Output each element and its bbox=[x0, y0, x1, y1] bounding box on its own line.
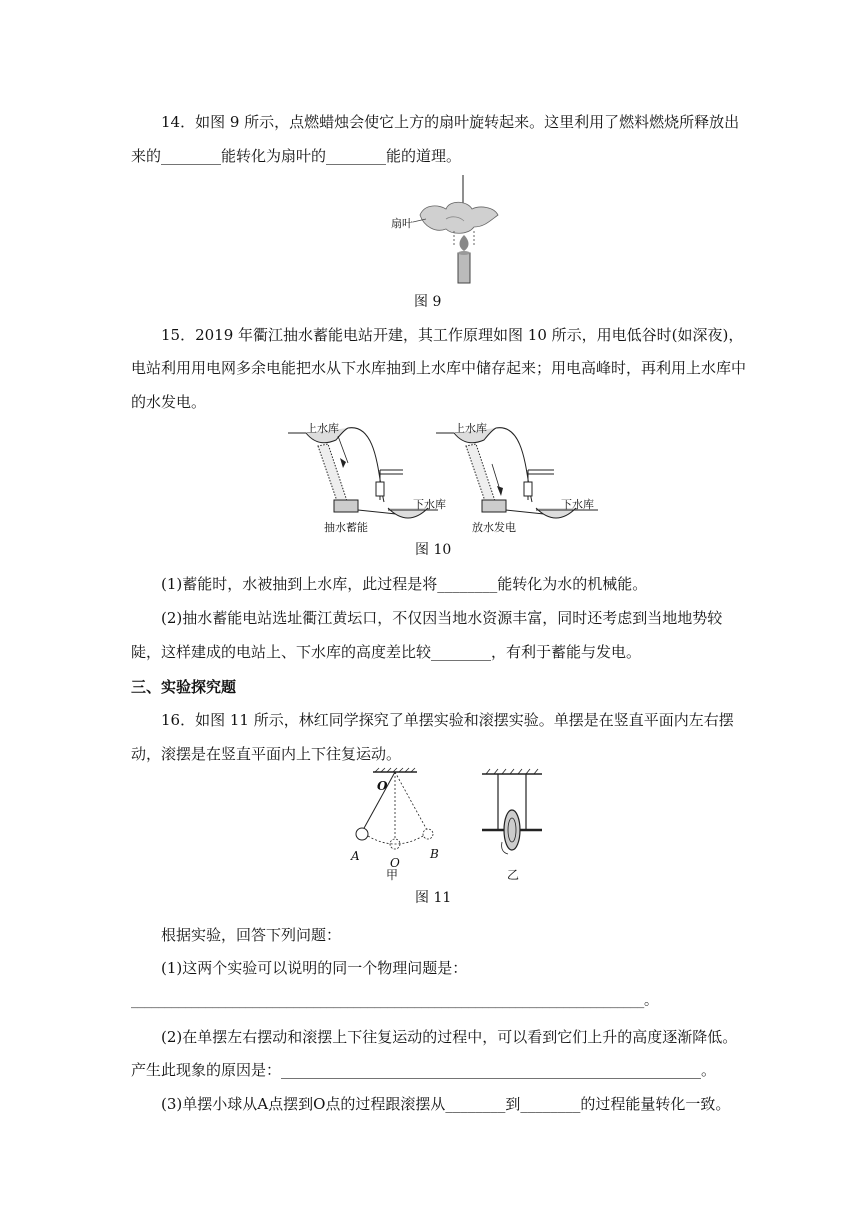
q14-line1: 14．如图 9 所示，点燃蜡烛会使它上方的扇叶旋转起来。这里利用了燃料燃烧所释放出 bbox=[161, 113, 740, 131]
q16-line2: 动，滚摆是在竖直平面内上下往复运动。 bbox=[131, 745, 402, 763]
fig11-O-bottom: O bbox=[390, 856, 400, 870]
q14-line2: 来的________能转化为扇叶的________能的道理。 bbox=[131, 147, 462, 165]
q15-sub2-line1: (2)抽水蓄能电站选址衢江黄坛口，不仅因当地水资源丰富，同时还考虑到当地地势较 bbox=[161, 609, 723, 627]
q16-sub1: (1)这两个实验可以说明的同一个物理问题是： bbox=[161, 959, 468, 977]
q15-line1: 15．2019 年衢江抽水蓄能电站开建，其工作原理如图 10 所示，用电低谷时(如深夜)， bbox=[161, 326, 744, 344]
fig11-A-label: A bbox=[351, 849, 360, 863]
fig11-jia: 甲 bbox=[386, 868, 399, 882]
q16-line1: 16．如图 11 所示，林红同学探究了单摆实验和滚摆实验。单摆是在竖直平面内左右摆 bbox=[161, 711, 734, 729]
fig10-lower-label-2: 下水库 bbox=[561, 498, 594, 511]
q15-line3: 的水发电。 bbox=[131, 393, 207, 411]
fig11-O-top: O bbox=[377, 779, 388, 793]
fig9-fan-label: 扇叶 bbox=[391, 217, 413, 230]
q16-intro: 根据实验，回答下列问题： bbox=[161, 926, 342, 944]
q15-sub1: (1)蓄能时，水被抽到上水库，此过程是将________能转化为水的机械能。 bbox=[161, 575, 648, 593]
q16-sub2-line2: 产生此现象的原因是：________________________________________________________。 bbox=[131, 1061, 717, 1079]
figure-11-maxwell-wheel bbox=[478, 768, 548, 863]
fig10-release-label: 放水发电 bbox=[472, 521, 516, 534]
q15-line2: 电站利用用电网多余电能把水从下水库抽到上水库中储存起来；用电高峰时，再利用上水库中 bbox=[131, 359, 747, 377]
fig10-lower-label-1: 下水库 bbox=[413, 498, 446, 511]
fig11-yi: 乙 bbox=[507, 868, 520, 882]
fig10-upper-label-2: 上水库 bbox=[454, 422, 487, 435]
q16-sub1-blank: ____________________________________________________________________________。 bbox=[131, 993, 658, 1009]
q16-sub3: (3)单摆小球从A点摆到O点的过程跟滚摆从________到________的过程能量转化一致。 bbox=[161, 1095, 731, 1113]
fig10-pump-label: 抽水蓄能 bbox=[324, 521, 368, 534]
fig11-caption: 图 11 bbox=[415, 890, 452, 906]
fig10-upper-label-1: 上水库 bbox=[306, 422, 339, 435]
fig11-B-label: B bbox=[430, 847, 439, 861]
fig9-caption: 图 9 bbox=[414, 294, 442, 310]
section-heading: 三、实验探究题 bbox=[131, 678, 237, 696]
fig10-caption: 图 10 bbox=[415, 542, 452, 558]
q16-sub2-line1: (2)在单摆左右摆动和滚摆上下往复运动的过程中，可以看到它们上升的高度逐渐降低。 bbox=[161, 1028, 738, 1046]
q15-sub2-line2: 陡，这样建成的电站上、下水库的高度差比较________，有利于蓄能与发电。 bbox=[131, 643, 642, 661]
